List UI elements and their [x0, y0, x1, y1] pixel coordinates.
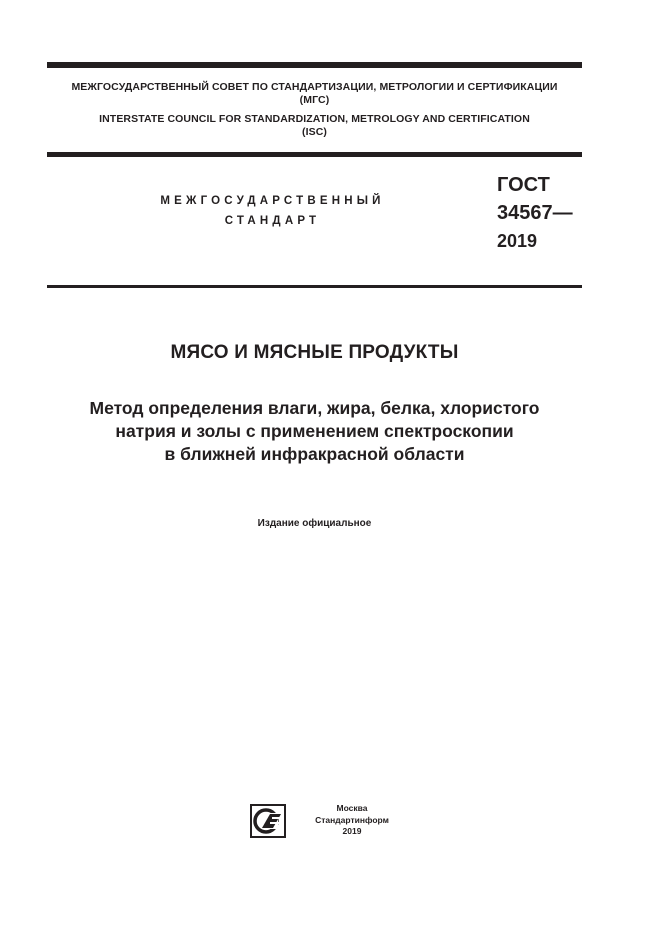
standartinform-logo-icon: [250, 804, 286, 838]
gost-year: 2019: [497, 231, 538, 251]
publisher-block: [250, 803, 400, 843]
publisher-year: 2019: [342, 826, 362, 836]
publisher-name: Стандартинформ: [315, 814, 389, 825]
council-name-en-line1: INTERSTATE COUNCIL FOR STANDARDIZATION, METROLOGY AND CERTIFICATION: [99, 113, 530, 125]
publisher-imprint: [306, 803, 398, 838]
subtitle-line2: натрия и золы с применением спектроскопии: [115, 421, 514, 441]
standard-type-label: [120, 191, 425, 231]
council-abbr-ru: (МГС): [299, 94, 330, 106]
document-subtitle: [47, 397, 582, 466]
standard-type-line2: СТАНДАРТ: [224, 215, 321, 227]
council-abbr-en: (ISC): [302, 126, 327, 138]
edition-note: Издание официальное: [257, 518, 372, 529]
header-bottom-rule: [47, 152, 582, 157]
council-name-ru-line1: МЕЖГОСУДАРСТВЕННЫЙ СОВЕТ ПО СТАНДАРТИЗАЦИИ, МЕТРОЛОГИИ И СЕРТИФИКАЦИИ: [71, 81, 558, 93]
standard-type-line1: МЕЖГОСУДАРСТВЕННЫЙ: [160, 195, 385, 207]
council-name-en: [47, 113, 582, 139]
gost-designation: [497, 171, 573, 255]
publisher-city: Москва: [336, 803, 368, 813]
document-title: МЯСО И МЯСНЫЕ ПРОДУКТЫ: [170, 342, 459, 363]
subtitle-line1: Метод определения влаги, жира, белка, хлористого: [89, 398, 540, 418]
top-rule: [47, 62, 582, 68]
gost-number: 34567—: [497, 202, 573, 224]
council-name-ru: [47, 81, 582, 107]
subtitle-line3: в ближней инфракрасной области: [164, 444, 465, 464]
designation-bottom-rule: [47, 285, 582, 288]
gost-label: ГОСТ: [497, 174, 550, 196]
